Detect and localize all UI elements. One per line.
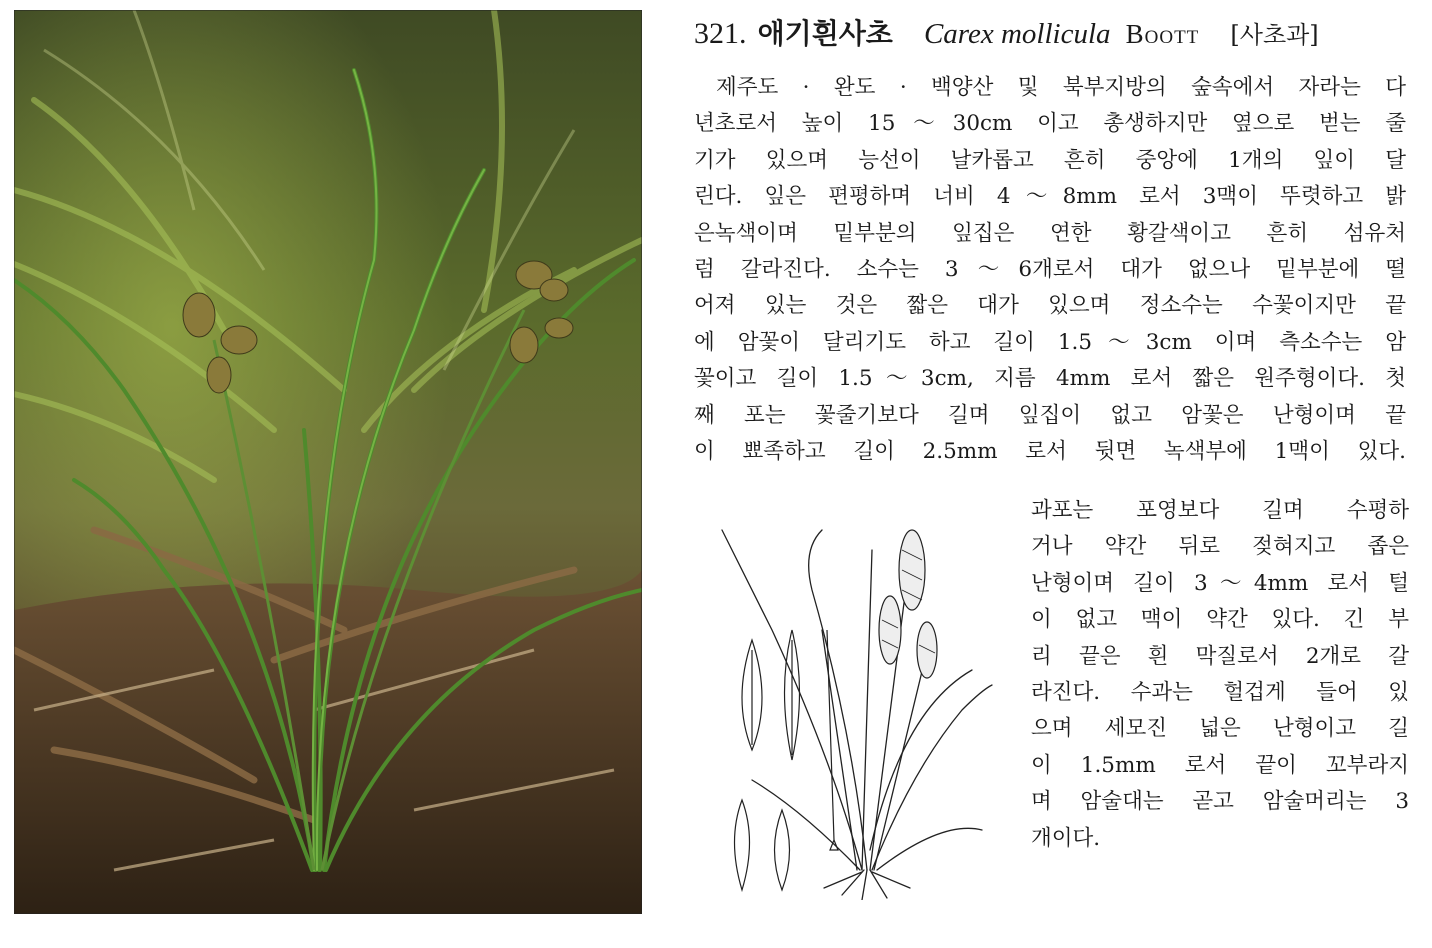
description-line: 째 포는 꽃줄기보다 길며 잎집이 없고 암꽃은 난형이며 끝 bbox=[694, 402, 1406, 428]
description-line: 개이다. bbox=[1031, 825, 1101, 851]
description-line: 이 뾰족하고 길이 2.5mm 로서 뒷면 녹색부에 1맥이 있다. bbox=[694, 438, 1406, 464]
plant-photo bbox=[14, 10, 642, 914]
description-line: 꽃이고 길이 1.5～3cm, 지름 4mm 로서 짧은 원주형이다. 첫 bbox=[694, 366, 1406, 392]
description-line: 리 끝은 흰 막질로서 2개로 갈 bbox=[1031, 643, 1409, 669]
korean-name: 애기흰사초 bbox=[757, 17, 893, 50]
description-line: 럼 갈라진다. 소수는 3～6개로서 대가 없으나 밑부분에 떨 bbox=[694, 256, 1406, 282]
author-name: Boott bbox=[1125, 19, 1200, 49]
description-line: 라진다. 수과는 헐겁게 들어 있 bbox=[1031, 679, 1409, 705]
description-line: 으며 세모진 넓은 난형이고 길 bbox=[1031, 716, 1409, 742]
latin-name: Carex mollicula bbox=[923, 18, 1111, 50]
description-line: 은녹색이며 밑부분의 잎집은 연한 황갈색이고 흔히 섬유처 bbox=[694, 220, 1406, 246]
description-line: 린다. 잎은 편평하며 너비 4～8mm 로서 3맥이 뚜렷하고 밝 bbox=[694, 184, 1406, 210]
plant-photo-illustration bbox=[14, 10, 642, 914]
description-main bbox=[694, 70, 1406, 470]
description-line: 며 암술대는 곧고 암술머리는 3 bbox=[1031, 789, 1409, 815]
botanical-drawing-illustration bbox=[712, 510, 1012, 900]
description-line: 거나 약간 뒤로 젖혀지고 좁은 bbox=[1031, 534, 1409, 560]
description-line: 기가 있으며 능선이 날카롭고 흔히 중앙에 1개의 잎이 달 bbox=[694, 147, 1406, 173]
entry-number: 321. bbox=[694, 17, 747, 50]
family-name: [사초과] bbox=[1230, 21, 1319, 49]
botanical-drawing bbox=[712, 510, 1012, 900]
description-line: 과포는 포영보다 길며 수평하 bbox=[1031, 498, 1409, 523]
description-line: 에 암꽃이 달리기도 하고 길이 1.5～3cm 이며 측소수는 암 bbox=[694, 329, 1406, 355]
description-side bbox=[1031, 493, 1409, 857]
description-line: 제주도 · 완도 · 백양산 및 북부지방의 숲속에서 자라는 다 bbox=[716, 75, 1406, 100]
description-line: 어져 있는 것은 짧은 대가 있으며 정소수는 수꽃이지만 끝 bbox=[694, 293, 1406, 319]
description-line: 이 1.5mm 로서 끝이 꼬부라지 bbox=[1031, 752, 1409, 778]
entry-header bbox=[694, 12, 1394, 56]
description-line: 난형이며 길이 3～4mm 로서 털 bbox=[1031, 570, 1409, 596]
description-line: 년초로서 높이 15～30cm 이고 총생하지만 옆으로 벋는 줄 bbox=[694, 111, 1406, 137]
description-line: 이 없고 맥이 약간 있다. 긴 부 bbox=[1031, 607, 1409, 633]
